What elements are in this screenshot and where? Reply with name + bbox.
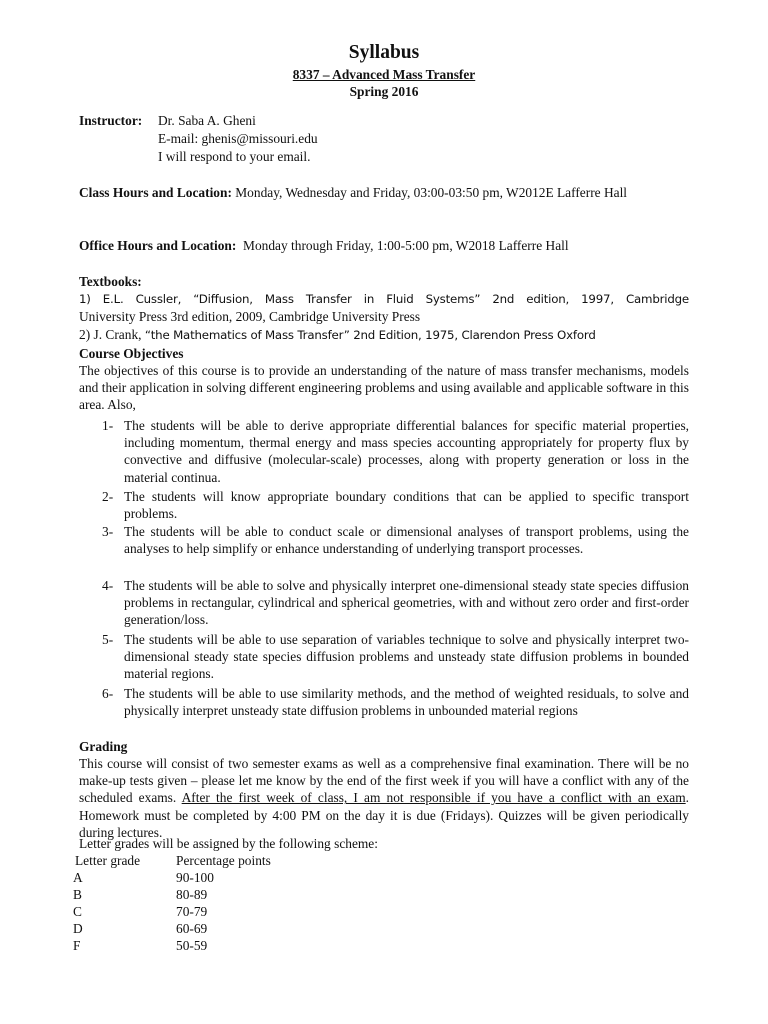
course-title xyxy=(0,66,768,83)
objective-number: 2- xyxy=(102,489,114,504)
instructor-respond: I will respond to your email. xyxy=(158,149,311,164)
objective-text: The students will be able to solve and physically interpret one-dimensional steady state species diffusion problems in rectangular, cylindrical and spherical geometries, with and without zero order and first-order generation/loss. xyxy=(124,578,689,628)
instructor-label: Instructor: xyxy=(79,113,143,128)
objective-number: 4- xyxy=(102,578,114,593)
textbooks-heading: Textbooks: xyxy=(79,274,142,289)
grade-points: 90-100 xyxy=(176,870,214,885)
objective-text: The students will be able to use similarity methods, and the method of weighted residuals, to solve and physically interpret unsteady state diffusion problems in unbounded material regions xyxy=(124,686,689,719)
objective-number: 6- xyxy=(102,686,114,701)
grading-scheme-intro: Letter grades will be assigned by the following scheme: xyxy=(79,836,378,851)
course-term: Spring 2016 xyxy=(349,84,419,99)
page-title: Syllabus xyxy=(348,42,420,63)
textbook-2: 2) J. Crank, “the Mathematics of Mass Transfer” 2nd Edition, 1975, Clarendon Press Oxford xyxy=(79,327,596,342)
grade-points: 50-59 xyxy=(176,938,208,953)
grade-points: 80-89 xyxy=(176,887,208,902)
objective-text: The students will be able to use separation of variables technique to solve and physically interpret two-dimensional steady state species diffusion problems and unsteady state diffusion problems in bounded material regions. xyxy=(124,632,689,682)
objective-number: 1- xyxy=(102,418,114,433)
textbook-1: 1) E.L. Cussler, “Diffusion, Mass Transfer in Fluid Systems” 2nd edition, 1997, Cambridge xyxy=(79,292,689,306)
grade-col-points: Percentage points xyxy=(176,853,271,868)
grade-letter: C xyxy=(73,904,82,919)
grade-letter: A xyxy=(73,870,83,885)
class-hours-label: Class Hours and Location: xyxy=(79,185,232,200)
objective-number: 5- xyxy=(102,632,114,647)
objective-number: 3- xyxy=(102,524,114,539)
grade-points: 60-69 xyxy=(176,921,208,936)
objectives-intro: The objectives of this course is to provide an understanding of the nature of mass transfer mechanisms, models and their application in solving different engineering problems and using available and applicable software in this area. Also, xyxy=(79,363,689,413)
grading-paragraph: This course will consist of two semester exams as well as a comprehensive final examination. There will be no make-up tests given – please let me know by the end of the first week if you will have a conflict with any of the scheduled exams. After the first week of class, I am not responsible if you have a conflict with an exam. Homework must be completed by 4:00 PM on the day it is due (Fridays). Quizzes will be given periodically during lectures. xyxy=(79,756,690,840)
class-hours-text: Monday, Wednesday and Friday, 03:00-03:50 pm, W2012E Lafferre Hall xyxy=(235,185,628,200)
grading-heading: Grading xyxy=(79,739,128,754)
instructor-email: E-mail: ghenis@missouri.edu xyxy=(158,131,318,146)
textbook-1-cont: University Press 3rd edition, 2009, Cambridge University Press xyxy=(79,309,421,324)
office-hours-label: Office Hours and Location: xyxy=(79,238,237,253)
office-hours xyxy=(79,237,569,254)
grade-letter: B xyxy=(73,887,82,902)
grade-points: 70-79 xyxy=(176,904,208,919)
grade-col-letter: Letter grade xyxy=(75,853,141,868)
objective-text: The students will be able to derive appropriate differential balances for specific material properties, including momentum, thermal energy and mass species accounting appropriately for property flux by convective and diffusive (molecular-scale) processes, along with property generation or loss in the material continua. xyxy=(124,418,689,485)
objective-text: The students will know appropriate boundary conditions that can be applied to specific transport problems. xyxy=(124,489,689,522)
grade-letter: F xyxy=(73,938,81,953)
course-name: 8337 – Advanced Mass Transfer xyxy=(292,67,476,82)
grade-letter: D xyxy=(73,921,83,936)
class-hours xyxy=(79,184,639,201)
objectives-heading: Course Objectives xyxy=(79,346,184,361)
conflict-policy: After the first week of class, I am not responsible if you have a conflict with an exam xyxy=(181,790,686,806)
office-hours-text: Monday through Friday, 1:00-5:00 pm, W2018 Lafferre Hall xyxy=(243,238,569,253)
objective-text: The students will be able to conduct scale or dimensional analyses of transport problems, using the analyses to help simplify or enhance understanding of underlying transport processes. xyxy=(124,524,689,557)
instructor-name: Dr. Saba A. Gheni xyxy=(158,113,256,128)
